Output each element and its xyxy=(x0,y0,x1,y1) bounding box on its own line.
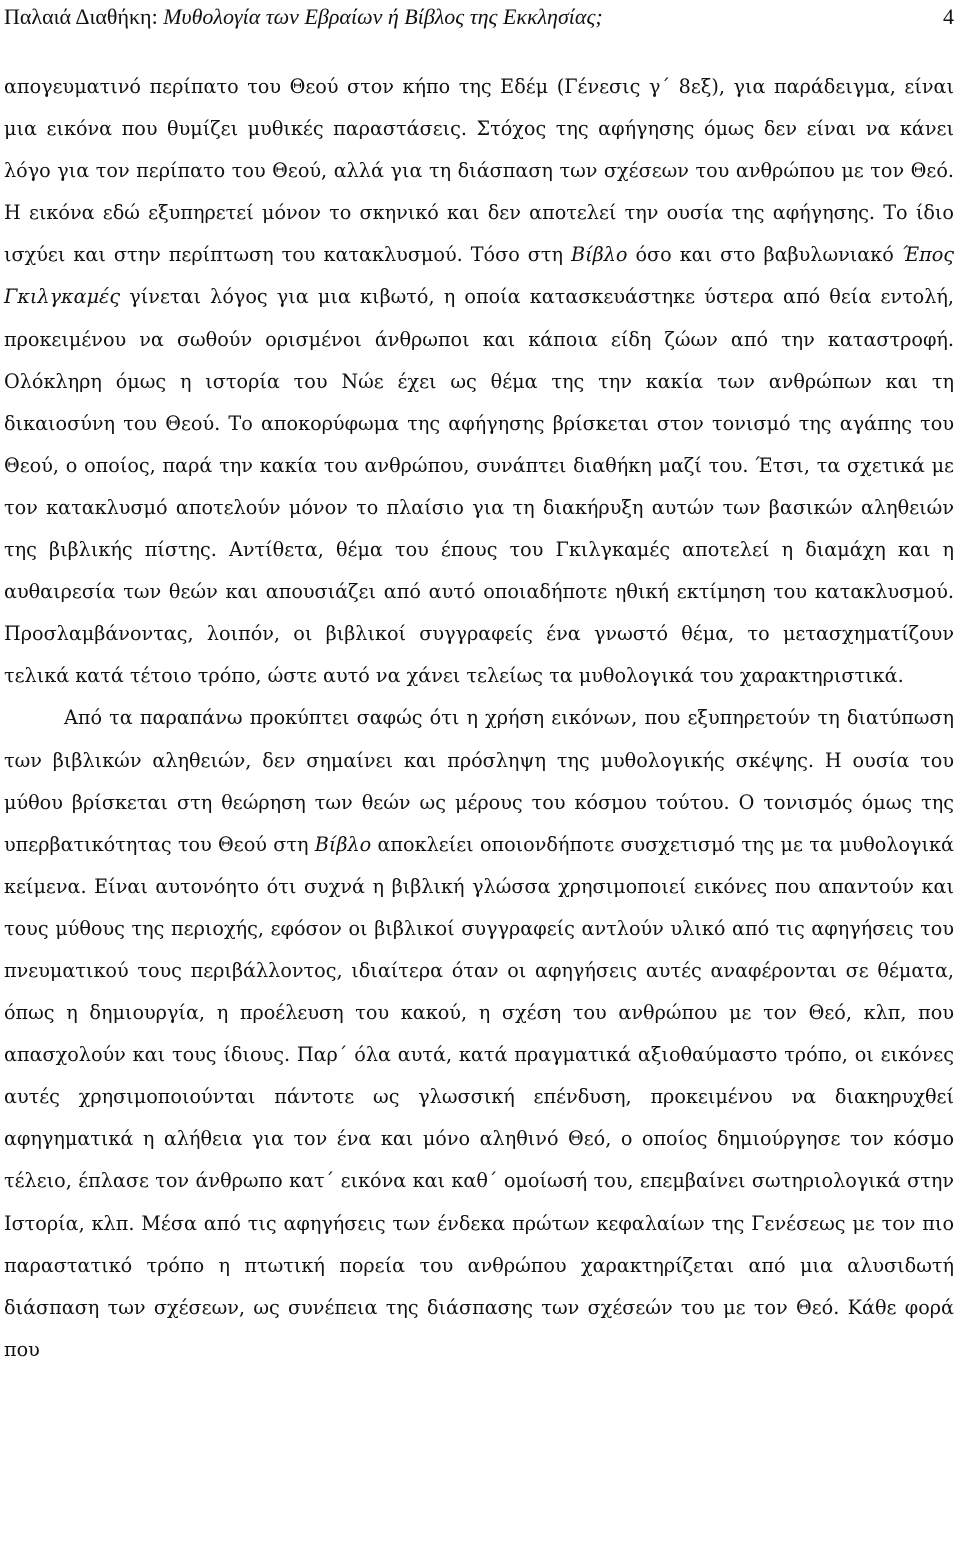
paragraph-1 xyxy=(4,66,954,697)
page-number: 4 xyxy=(943,4,954,29)
running-title-prefix: Παλαιά Διαθήκη: xyxy=(4,4,164,29)
paragraph-2 xyxy=(4,697,954,1371)
paragraph-2-italic-bible: Βίβλο xyxy=(314,832,372,856)
paragraph-1-text-2: όσο και στο βαβυλωνιακό xyxy=(627,243,902,267)
paragraph-1-text-3: γίνεται λόγος για μια κιβωτό, η οποία κατασκευάστηκε ύστερα από θεία εντολή, προκειμένου να σωθούν ορισμένοι άνθρωποι και κάποια είδη ζώων από την καταστροφή. Ολόκληρη όμως η ιστορία του Νώε έχει ως θέμα της την κακία των ανθρώπων και τη δικαιοσύνη του Θεού. Το αποκορύφωμα της αφήγησης βρίσκεται στον τονισμό της αγάπης του Θεού, ο οποίος, παρά την κακία του ανθρώπου, συνάπτει διαθήκη μαζί του. Έτσι, τα σχετικά με τον κατακλυσμό αποτελούν μόνον το πλαίσιο για τη διακήρυξη αυτών των βασικών αληθειών της βιβλικής πίστης. Αντίθετα, θέμα του έπους του Γκιλγκαμές αποτελεί η διαμάχη και η αυθαιρεσία των θεών και απουσιάζει από αυτό οποιαδήποτε ηθική εκτίμηση του κατακλυσμού. Προσλαμβάνοντας, λοιπόν, οι βιβλικοί συγγραφείς ένα γνωστό θέμα, το μετασχηματίζουν τελικά κατά τέτοιο τρόπο, ώστε αυτό να χάνει τελείως τα μυθολογικά του χαρακτηριστικά. xyxy=(4,285,954,688)
paragraph-1-italic-bible: Βίβλο xyxy=(571,243,628,267)
paragraph-2-text-1: Από τα παραπάνω προκύπτει σαφώς ότι η χρήση εικόνων, που εξυπηρετούν τη διατύπωση των βιβλικών αληθειών, δεν σημαίνει και πρόσληψη της μυθολογικής σκέψης. Η ουσία του μύθου βρίσκεται στη θεώρηση των θεών ως μέρους του κόσμου τούτου. Ο τονισμός όμως της υπερβατικότητας του Θεού στη xyxy=(4,706,954,856)
paragraph-1-text-1: απογευματινό περίπατο του Θεού στον κήπο της Εδέμ (Γένεσις γ΄ 8εξ), για παράδειγμα, είναι μια εικόνα που θυμίζει μυθικές παραστάσεις. Στόχος της αφήγησης όμως δεν είναι να κάνει λόγο για τον περίπατο του Θεού, αλλά για τη διάσπαση των σχέσεων του ανθρώπου με τον Θεό. Η εικόνα εδώ εξυπηρετεί μόνον το σκηνικό και δεν αποτελεί την ουσία της αφήγησης. Το ίδιο ισχύει και στην περίπτωση του κατακλυσμού. Τόσο στη xyxy=(4,75,954,267)
paragraph-1-italic-epic: Έπος Γκιλγκαμές xyxy=(4,243,954,309)
page-header xyxy=(4,2,954,36)
running-title-italic: Μυθολογία των Εβραίων ή Βίβλος της Εκκλησίας; xyxy=(163,4,603,29)
paragraph-2-text-2: αποκλείει οποιονδήποτε συσχετισμό της με τα μυθολογικά κείμενα. Είναι αυτονόητο ότι συχνά η βιβλική γλώσσα χρησιμοποιεί εικόνες που απαντούν και τους μύθους της περιοχής, εφόσον οι βιβλικοί συγγραφείς αντλούν υλικό από τις αφηγήσεις του πνευματικού τους περιβάλλοντος, ιδιαίτερα όταν οι αφηγήσεις αυτές αναφέρονται σε θέματα, όπως η δημιουργία, η προέλευση του κακού, η σχέση του ανθρώπου με τον Θεό, κλπ, που απασχολούν και τους ίδιους. Παρ΄ όλα αυτά, κατά πραγματικά αξιοθαύμαστο τρόπο, οι εικόνες αυτές χρησιμοποιούνται πάντοτε ως γλωσσική επένδυση, προκειμένου να διακηρυχθεί αφηγηματικά η αλήθεια για τον ένα και μόνο αληθινό Θεό, ο οποίος δημιούργησε τον κόσμο τέλειο, έπλασε τον άνθρωπο κατ΄ εικόνα και καθ΄ ομοίωσή του, επεμβαίνει σωτηριολογικά στην Ιστορία, κλπ. Μέσα από τις αφηγήσεις των ένδεκα πρώτων κεφαλαίων της Γενέσεως με τον πιο παραστατικό τρόπο η πτωτική πορεία του ανθρώπου χαρακτηρίζεται από μια αλυσιδωτή διάσπαση των σχέσεων, ως συνέπεια της διάσπασης των σχέσεών του με τον Θεό. Κάθε φορά που xyxy=(4,832,955,1361)
page-body xyxy=(4,66,954,1371)
running-title xyxy=(4,2,603,32)
